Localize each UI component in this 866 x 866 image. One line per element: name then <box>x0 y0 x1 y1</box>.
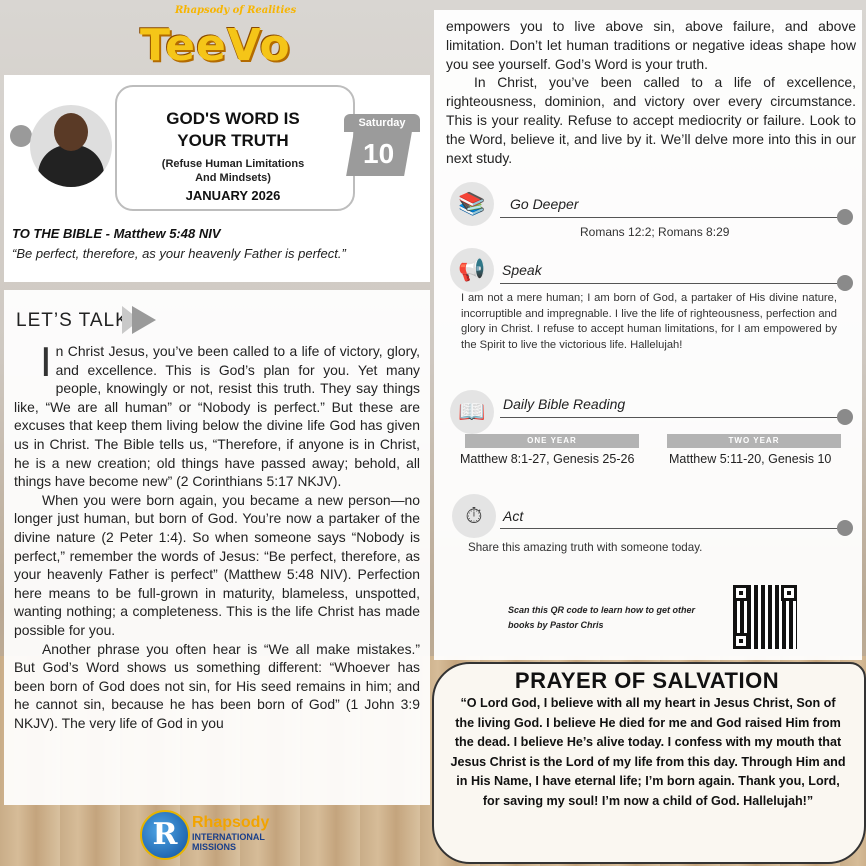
stopwatch-icon <box>452 494 496 538</box>
bible-icon <box>450 390 494 434</box>
paragraph-4: empowers you to live above sin, above failure, and above limitation. Don’t let human traditions or negative ideas shape how you see yourself. God’s Word is your truth. <box>446 18 856 72</box>
scripture-text: “Be perfect, therefore, as your heavenly Father is perfect.” <box>12 246 346 261</box>
speak-title: Speak <box>502 262 542 278</box>
daily-reading-title: Daily Bible Reading <box>503 396 626 412</box>
bible-glyph: 📖 <box>458 399 486 424</box>
avatar <box>30 105 112 187</box>
logo-small-text: Rhapsody of Realities <box>175 5 297 16</box>
qr-caption <box>508 603 724 633</box>
act-text: Share this amazing truth with someone today. <box>468 541 703 554</box>
act-title: Act <box>503 508 524 524</box>
prayer-title: PRAYER OF SALVATION <box>514 668 780 693</box>
logo-tagline-2: MISSIONS <box>192 842 237 852</box>
article-right <box>446 17 856 167</box>
paragraph-1-text: n Christ Jesus, you’ve been called to a life of victory, glory, and excellence. This is God’s plan for you. Yet many people, knowingly or not, resist this truth. They say things like, “We are all human” or “Nobody is perfect.” But these are excuses that keep them living below the divine life God has given us in Christ. The Bible tells us, “Therefore, if anyone is in Christ, he is a new creation; old things have passed away; behold, all things have become new” (2 Corinthians 5:17 NKJV). <box>14 343 420 490</box>
stopwatch-glyph: ⏱ <box>465 503 483 528</box>
lets-talk-heading: LET’S TALK <box>16 310 129 331</box>
avatar-head <box>54 113 88 151</box>
avatar-body <box>38 145 104 187</box>
two-year-label: TWO YEAR <box>667 434 841 448</box>
qr-finder-tr <box>781 585 797 601</box>
page-title <box>115 108 351 152</box>
month-label: JANUARY 2026 <box>185 188 281 203</box>
title-line-2: YOUR TRUTH <box>177 131 289 150</box>
day-number <box>346 132 412 176</box>
act-line <box>500 528 840 529</box>
paragraph-1 <box>14 338 420 491</box>
dropcap: I <box>40 338 52 385</box>
daily-reading-line <box>500 417 840 418</box>
logo-name: Rhapsody <box>192 814 270 831</box>
decor-dot <box>10 125 32 147</box>
one-year-label: ONE YEAR <box>465 434 639 448</box>
prayer-text: “O Lord God, I believe with all my heart in Jesus Christ, Son of the living God. I believe He died for me and God raised Him from the dead. I believe He’s alive today. I confess with my mouth that Jesus Christ is the Lord of my life from this day. Through Him and in His Name, I have eternal life; I’m born again. Thank you, Lord, for saving my soul! I’m now a child of God. Hallelujah!” <box>450 696 846 808</box>
megaphone-glyph: 📢 <box>458 257 486 282</box>
author-photo <box>10 95 120 195</box>
weekday-label: Saturday <box>344 114 420 132</box>
books-glyph: 📚 <box>458 191 486 216</box>
logo-r-glyph: R <box>152 817 178 852</box>
megaphone-icon <box>450 248 494 292</box>
logo-big-text: TeeVo <box>140 20 291 71</box>
title-line-1: GOD'S WORD IS <box>166 109 300 128</box>
one-year-text: Matthew 8:1-27, Genesis 25-26 <box>460 452 635 466</box>
qr-finder-bl <box>733 633 749 649</box>
books-icon <box>450 182 494 226</box>
subtitle <box>115 157 351 185</box>
paragraph-3: Another phrase you often hear is “We all make mistakes.” But God’s Word shows us something different: “Whoever has been born of God does not sin, for His seed remains in him; and he cannot sin, because he has been born of God” (1 John 3:9 NKJV). The very life of God in you <box>14 640 420 731</box>
paragraph-5: In Christ, you’ve been called to a life of excellence, righteousness, dominion, and victory over every circumstance. This is your reality. Refuse to accept mediocrity or failure. Look to the Word, believe it, and live by it. We’ll delve more into this in our next study. <box>446 74 856 166</box>
go-deeper-line <box>500 217 840 218</box>
subtitle-line-1: (Refuse Human Limitations <box>161 158 305 170</box>
go-deeper-title: Go Deeper <box>510 196 579 212</box>
day-number-text: 10 <box>363 138 395 169</box>
qr-caption-line-1: Scan this QR code to learn how to get other <box>508 605 696 615</box>
paragraph-2: When you were born again, you became a new person—no longer just human, but born of God. You’re now a partaker of the divine nature (2 Peter 1:4). So when someone says “Nobody is perfect,” remember the words of Jesus: “Be perfect, therefore, as your heavenly Father is perfect” (Matthew 5:48 NIV). Perfection here means to be full-grown in maturity, blameless, unspotted, wanting nothing; a completeness. This is the life Christ has made possible for you. <box>14 491 420 638</box>
logo-tagline-1: INTERNATIONAL <box>192 832 265 842</box>
speak-dot <box>837 275 853 291</box>
two-year-text: Matthew 5:11-20, Genesis 10 <box>669 452 832 466</box>
scripture-reference: TO THE BIBLE - Matthew 5:48 NIV <box>12 226 221 241</box>
subtitle-line-2: And Mindsets) <box>195 172 271 184</box>
qr-caption-line-2: books by Pastor Chris <box>508 620 604 630</box>
speak-line <box>500 283 840 284</box>
article-left <box>14 338 420 732</box>
go-deeper-text: Romans 12:2; Romans 8:29 <box>580 225 730 239</box>
rhapsody-missions-logo <box>140 808 300 862</box>
daily-reading-dot <box>837 409 853 425</box>
play-icon <box>132 306 156 334</box>
logo-tagline <box>192 832 265 852</box>
qr-finder-tl <box>733 585 749 601</box>
go-deeper-dot <box>837 209 853 225</box>
act-dot <box>837 520 853 536</box>
speak-text: I am not a mere human; I am born of God, a partaker of His divine nature, incorruptible and impregnable. I live the life of righteousness, perfection and glory in Christ. I refuse to accept human limitations, for I am empowered by the Spirit to live the victorious life. Hallelujah! <box>461 292 837 351</box>
qr-code[interactable] <box>733 585 797 649</box>
